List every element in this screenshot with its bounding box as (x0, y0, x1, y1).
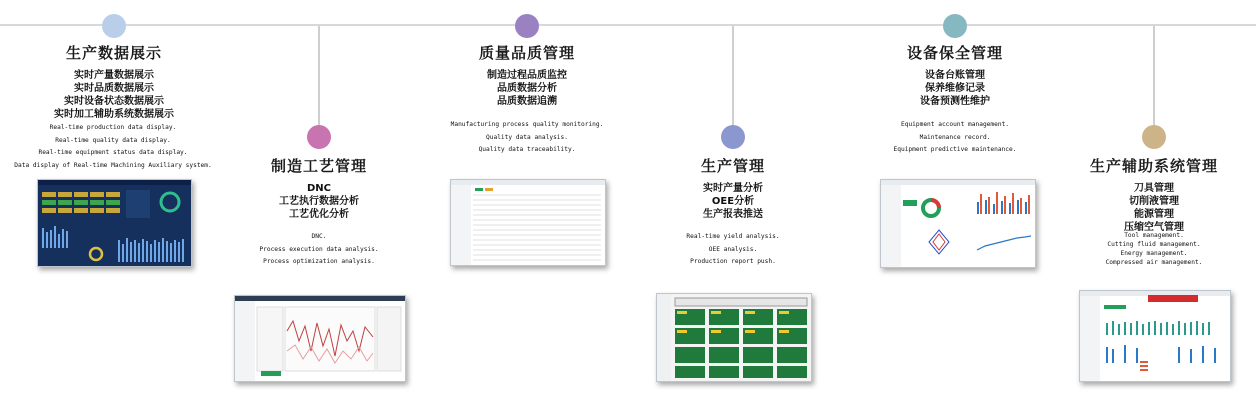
module-item: 制造过程品质监控 (487, 70, 567, 81)
production-screenshot (656, 293, 812, 382)
module-items-zh (14, 69, 214, 121)
module-items-en (0, 122, 226, 172)
module-item: 刀具管理 (1134, 183, 1174, 194)
module-item: 工艺优化分析 (289, 209, 349, 220)
module-item-en: Tool management. (1124, 232, 1184, 239)
module-item-en: Maintenance record. (919, 133, 991, 141)
module-item-en: Equipment account management. (900, 121, 1010, 128)
module-item-en: Real-time quality data display. (55, 136, 171, 144)
module-title: 生产辅助系统管理 (1089, 157, 1218, 175)
equipment-screenshot (880, 179, 1036, 268)
module-items-zh (219, 182, 419, 221)
dashboard-screenshot (37, 179, 192, 267)
module-item-en: Quality data traceability. (478, 146, 576, 153)
module-item-en: DNC. (311, 233, 327, 240)
module-item-en: Process execution data analysis. (259, 245, 379, 253)
connector-line (1153, 26, 1155, 126)
module-marker (1142, 125, 1166, 149)
module-item: 工艺执行数据分析 (279, 196, 359, 207)
module-items-en (219, 231, 419, 269)
module-item: 能源管理 (1134, 209, 1174, 220)
timeline-line (0, 24, 1256, 26)
module-item: 实时设备状态数据展示 (64, 96, 164, 107)
module-items-zh (855, 69, 1055, 108)
module-title: 生产管理 (700, 157, 765, 175)
module-marker (307, 125, 331, 149)
module-item-en: Cutting fluid management. (1107, 241, 1201, 248)
module-item-en: Production report push. (690, 258, 776, 265)
module-items-zh (633, 182, 833, 221)
module-marker (721, 125, 745, 149)
module-item: 设备台账管理 (925, 70, 985, 81)
auxiliary-screenshot (1079, 290, 1231, 382)
module-item-en: OEE analysis. (708, 245, 758, 253)
module-items-zh (427, 69, 627, 108)
module-item-en: Real-time yield analysis. (686, 233, 780, 240)
connector-line (732, 26, 734, 126)
quality-table-graphic (451, 185, 605, 265)
module-title: 质量品质管理 (478, 44, 575, 62)
module-marker (102, 14, 126, 38)
equipment-charts-graphic (881, 180, 1035, 267)
module-title: 设备保全管理 (906, 44, 1003, 62)
process-screenshot (234, 295, 406, 382)
module-item: 实时加工辅助系统数据展示 (54, 109, 174, 120)
module-items-zh (1054, 182, 1254, 234)
module-item: DNC (306, 183, 331, 194)
module-item-en: Quality data analysis. (486, 133, 568, 141)
quality-screenshot (450, 179, 606, 266)
module-marker (515, 14, 539, 38)
module-item-en: Compressed air management. (1105, 259, 1203, 266)
module-item: 品质数据分析 (497, 83, 557, 94)
module-item: 压缩空气管理 (1124, 222, 1184, 233)
module-item: 设备预测性维护 (920, 96, 990, 107)
module-item: 生产报表推送 (703, 209, 763, 220)
module-items-en (412, 119, 642, 157)
module-item-en: Real-time production data display. (49, 124, 177, 131)
module-item-en: Equipment predictive maintenance. (893, 146, 1017, 153)
module-marker (943, 14, 967, 38)
module-title: 制造工艺管理 (270, 157, 367, 175)
module-item: OEE分析 (711, 196, 755, 207)
module-item: 实时品质数据展示 (74, 83, 154, 94)
process-chart-graphic (235, 301, 405, 381)
module-item-en: Process optimization analysis. (263, 258, 375, 265)
module-items-en (633, 231, 833, 269)
module-item: 品质数据追溯 (497, 96, 557, 107)
module-item-en: Real-time equipment status data display. (38, 149, 188, 156)
module-item: 保养维修记录 (925, 83, 985, 94)
module-items-en (855, 119, 1055, 157)
module-item: 实时产量分析 (703, 183, 763, 194)
module-item-en: Manufacturing process quality monitoring. (450, 121, 604, 128)
module-title: 生产数据展示 (65, 44, 162, 62)
auxiliary-charts-graphic (1080, 291, 1230, 381)
module-item-en: Data display of Real-time Machining Auxiliary system. (14, 161, 212, 169)
module-items-en (1054, 231, 1254, 267)
module-item-en: Energy management. (1120, 250, 1188, 257)
dashboard-graphic (38, 180, 191, 266)
module-item: 切削液管理 (1129, 196, 1179, 207)
production-board-graphic (657, 294, 811, 381)
module-item: 实时产量数据展示 (74, 70, 154, 81)
connector-line (318, 26, 320, 130)
